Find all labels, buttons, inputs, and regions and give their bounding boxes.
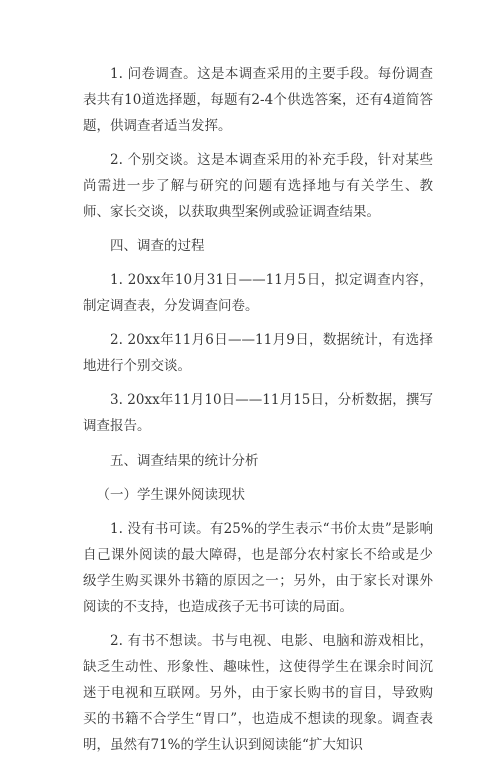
subsection-heading-reading-status: （一）学生课外阅读现状 [96,486,245,503]
paragraph-unwilling-to-read: 2. 有书不想读。书与电视、电影、电脑和游戏相比，缺乏生动性、形象性、趣味性，这使得学生在课余时间沉迷于电视和互联网。另外，由于家长购书的盲目，导致购买的书籍不合学生“胃口”，也造成不想读的现象。调查表明，虽然有71%的学生认识到阅读能“扩大知识 [83,632,433,753]
paragraph-process-step-3: 3. 20xx年11月10日——11月15日，分析数据，撰写调查报告。 [83,392,433,435]
paragraph-no-books: 1. 没有书可读。有25%的学生表示“书价太贵”是影响自己课外阅读的最大障碍，也是部分农村家长不给或是少级学生购买课外书籍的原因之一；另外，由于家长对课外阅读的不支持，也造成孩子无书可读的局面。 [83,520,433,615]
paragraph-process-step-1: 1. 20xx年10月31日——11月5日，拟定调查内容，制定调查表，分发调查问卷。 [83,272,433,315]
section-heading-analysis: 五、调查结果的统计分析 [110,452,259,469]
section-heading-process: 四、调查的过程 [110,238,205,255]
paragraph-survey-questionnaire: 1. 问卷调查。这是本调查采用的主要手段。每份调查表共有10道选择题，每题有2-4个供选答案，还有4道简答题，供调查者适当发挥。 [83,66,433,134]
paragraph-process-step-2: 2. 20xx年11月6日——11月9日，数据统计，有选择地进行个别交谈。 [83,332,433,375]
document-body [83,62,433,767]
paragraph-individual-interview: 2. 个别交谈。这是本调查采用的补充手段，针对某些尚需进一步了解与研究的问题有选择地与有关学生、教师、家长交谈，以获取典型案例或验证调查结果。 [83,152,433,220]
